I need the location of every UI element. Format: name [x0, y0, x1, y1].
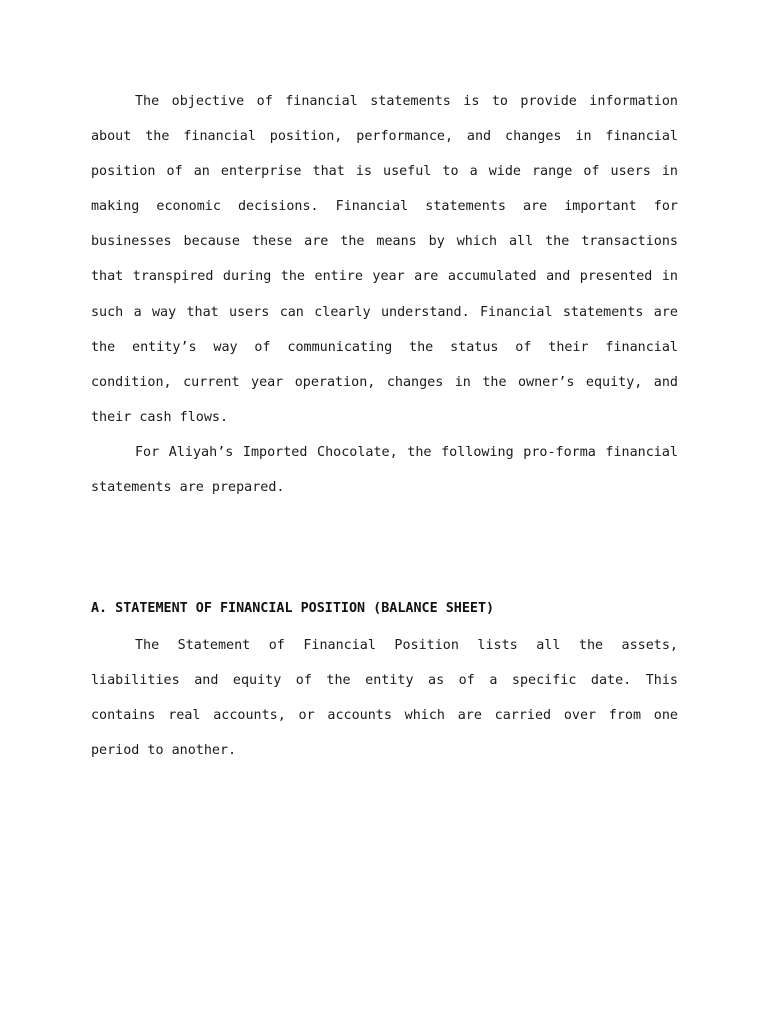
balance-sheet-paragraph: The Statement of Financial Position lists all the assets, liabilities and equity of the entity as of a specific date. This contains real accounts, or accounts which are carried over from one period to another.: [91, 638, 678, 759]
balance-sheet-section: [91, 628, 678, 768]
intro-paragraph-company: For Aliyah’s Imported Chocolate, the following pro-forma financial statements are prepared.: [91, 444, 678, 496]
section-heading-balance-sheet: A. STATEMENT OF FINANCIAL POSITION (BALANCE SHEET): [91, 601, 495, 616]
intro-section: [91, 84, 678, 505]
intro-paragraph-objective: The objective of financial statements is to provide information about the financial position, performance, and changes in financial position of an enterprise that is useful to a wide range of users in making economic decisions. Financial statements are important for businesses because these are the means by which all the transactions that transpired during the entire year are accumulated and presented in such a way that users can clearly understand. Financial statements are the entity’s way of communicating the status of their financial condition, current year operation, changes in the owner’s equity, and their cash flows.: [91, 94, 678, 425]
